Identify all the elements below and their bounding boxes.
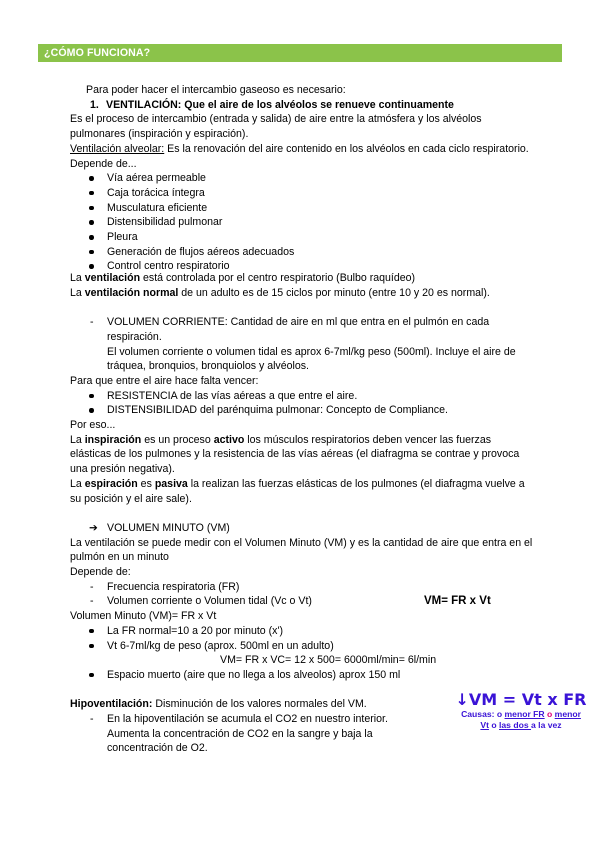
- espiracion-line: su posición y el aire sale).: [70, 492, 192, 505]
- bold-term: pasiva: [154, 477, 188, 490]
- vm-title: VOLUMEN MINUTO (VM): [107, 521, 230, 534]
- alveolar-text: Es la renovación del aire contenido en los alvéolos en cada ciclo respiratorio.: [164, 142, 529, 155]
- vm-values-list: [70, 624, 560, 653]
- vc-line: VOLUMEN CORRIENTE: Cantidad de aire en ml que entra en el pulmón en cada: [107, 316, 490, 329]
- hipoventilacion-item: - En la hipoventilación se acumula el CO2 en nuestro interior.: [90, 713, 388, 726]
- dash-marker: -: [90, 713, 94, 726]
- hipoventilacion-definition: Hipoventilación: Disminución de los valores normales del VM.: [70, 698, 367, 711]
- vm-formula: Volumen Minuto (VM)= FR x Vt: [70, 610, 217, 623]
- vm-line: La ventilación se puede medir con el Volumen Minuto (VM) y es la cantidad de aire que entra en el: [70, 536, 533, 549]
- list-item: DISTENSIBILIDAD del parénquima pulmonar: Concepto de Compliance.: [70, 403, 560, 418]
- inspiracion-text: La inspiración es un proceso activo los músculos respiratorios deben vencer las fuerzas: [70, 433, 492, 446]
- list-item: Caja torácica íntegra: [70, 186, 560, 201]
- arrow-icon: ➔: [89, 521, 98, 534]
- list-item: Vía aérea permeable: [70, 171, 560, 186]
- normal-rate-text: La ventilación normal de un adulto es de 15 ciclos por minuto (entre 10 y 20 es normal).: [70, 286, 490, 299]
- document-body-continued: [70, 271, 560, 756]
- list-item: Pleura: [70, 230, 560, 245]
- volumen-corriente-item: [70, 315, 560, 330]
- vc-line: El volumen corriente o volumen tidal es aprox 6-7ml/kg peso (500ml). Incluye el aire de: [107, 345, 516, 358]
- vm-line: pulmón en un minuto: [70, 551, 169, 564]
- formula-callout: [446, 690, 596, 731]
- vm-depende: Depende de:: [70, 566, 131, 579]
- list-item: Musculatura eficiente: [70, 201, 560, 216]
- section-heading-ventilacion: [70, 98, 560, 113]
- inspiracion-line: elásticas de los pulmones y la resistencia de las vías aéreas (el diafragma se contrae y provoca: [70, 448, 520, 461]
- section-banner: [38, 44, 562, 62]
- paragraph-line: Es el proceso de intercambio (entrada y salida) de aire entre la atmósfera y los alvéolos: [70, 113, 482, 126]
- banner-title: ¿CÓMO FUNCIONA?: [44, 47, 151, 59]
- dash-marker: -: [90, 580, 94, 593]
- paragraph-line: pulmonares (inspiración y espiración).: [70, 128, 249, 141]
- bold-term: espiración: [84, 477, 138, 490]
- document-body: [70, 83, 560, 274]
- vm-factor: - Frecuencia respiratoria (FR): [90, 580, 240, 593]
- list-item: RESISTENCIA de las vías aéreas a que entre el aire.: [70, 389, 560, 404]
- inspiracion-line: una presión negativa).: [70, 463, 175, 476]
- dash-marker: -: [90, 595, 94, 608]
- list-item: Distensibilidad pulmonar: [70, 215, 560, 230]
- volumen-minuto-heading: [70, 521, 560, 536]
- hipo-line: concentración de O2.: [107, 742, 208, 755]
- bold-term: activo: [213, 433, 245, 446]
- alveolar-definition: [70, 142, 560, 157]
- callout-causes: Causas: o menor FR o menor Vt o las dos a la vez: [461, 709, 581, 730]
- depende-label: Depende de...: [70, 157, 137, 170]
- list-item: Generación de flujos aéreos adecuados: [70, 245, 560, 260]
- vc-line: tráquea, bronquios, bronquiolos y alvéolos.: [107, 360, 310, 373]
- list-item: Vt 6-7ml/kg de peso (aprox. 500ml en un adulto): [70, 639, 560, 654]
- bold-term: inspiración: [84, 433, 142, 446]
- vm-factor: - Volumen corriente o Volumen tidal (Vc o Vt) VM= FR x Vt: [90, 595, 491, 608]
- dash-marker: -: [90, 316, 94, 329]
- hipo-line: Aumenta la concentración de CO2 en la sangre y baja la: [107, 727, 373, 740]
- list-item: Control centro respiratorio: [70, 259, 560, 274]
- section-title: VENTILACIÓN: Que el aire de los alvéolos se renueve continuamente: [106, 98, 454, 111]
- control-text: La ventilación está controlada por el centro respiratorio (Bulbo raquídeo): [70, 272, 416, 284]
- factors-list: [70, 171, 560, 274]
- section-number: 1.: [90, 98, 99, 111]
- por-eso-label: Por eso...: [70, 419, 116, 432]
- vencer-label: Para que entre el aire hace falta vencer:: [70, 374, 259, 387]
- bold-term: Hipoventilación:: [70, 698, 153, 711]
- espiracion-text: La espiración es pasiva la realizan las fuerzas elásticas de los pulmones (el diafragma vuelve a: [70, 477, 525, 490]
- bold-term: ventilación normal: [84, 286, 179, 299]
- vc-line: respiración.: [107, 330, 162, 343]
- vm-calculation: VM= FR x VC= 12 x 500= 6000ml/min= 6l/min: [220, 654, 437, 667]
- vm-formula-bold: VM= FR x Vt: [424, 595, 491, 608]
- resistance-list: [70, 389, 560, 418]
- dead-space-list: [70, 668, 560, 683]
- list-item: Espacio muerto (aire que no llega a los alveolos) aprox 150 ml: [70, 668, 560, 683]
- list-item: La FR normal=10 a 20 por minuto (x'): [70, 624, 560, 639]
- intro-text: Para poder hacer el intercambio gaseoso es necesario:: [86, 84, 346, 96]
- callout-formula: ↓VM = Vt x FR: [455, 690, 587, 709]
- alveolar-term: Ventilación alveolar:: [70, 142, 165, 155]
- bold-term: ventilación: [84, 272, 141, 284]
